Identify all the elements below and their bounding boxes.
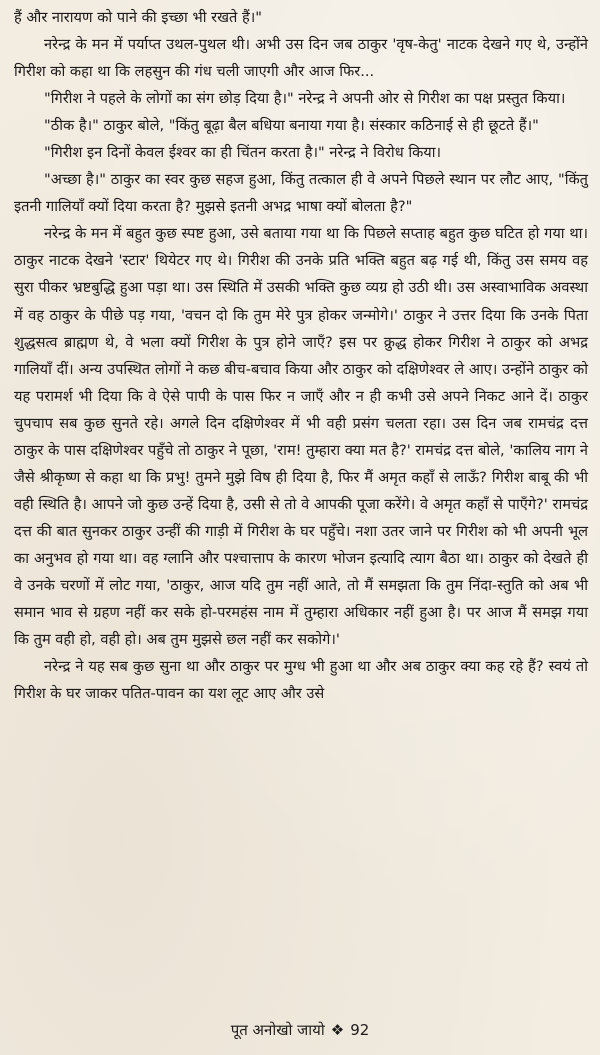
paragraph-7: नरेन्द्र के मन में बहुत कुछ स्पष्ट हुआ, उसे बताया गया था कि पिछले सप्ताह बहुत कुछ घटित हो गया था। ठाकुर नाटक देखने 'स्टार' थियेटर गए थे। गिरीश की उनके प्रति भक्ति बहुत बढ़ गई थी, किंतु उस समय वह सुरा पीकर भ्रष्टबुद्धि हुआ पड़ा था। उस स्थिति में उसकी भक्ति कुछ व्यग्र हो उठी थी। उस अस्वाभाविक अवस्था में वह ठाकुर के पीछे पड़ गया, 'वचन दो कि तुम मेरे पुत्र होकर जन्मोगे।' ठाकुर ने उत्तर दिया कि उनके पिता शुद्धसत्व ब्राह्मण थे, वे भला क्यों गिरीश के पुत्र होने जाएँ? इस पर क्रुद्ध होकर गिरीश ने ठाकुर को अभद्र गालियाँ दीं। अन्य उपस्थित लोगों ने कछ बीच-बचाव किया और ठाकुर को दक्षिणेश्वर ले आए। उन्होंने ठाकुर को यह परामर्श भी दिया कि वे ऐसे पापी के पास फिर न जाएँ और न ही कभी उसे अपने निकट आने दें। ठाकुर चुपचाप सब कुछ सुनते रहे। अगले दिन दक्षिणेश्वर में भी वही प्रसंग चलता रहा। उस दिन जब रामचंद्र दत्त ठाकुर के पास दक्षिणेश्वर पहुँचे तो ठाकुर ने पूछा, 'राम! तुम्हारा क्या मत है?' रामचंद्र दत्त बोले, 'कालिय नाग ने जैसे श्रीकृष्ण से कहा था कि प्रभु! तुमने मुझे विष ही दिया है, फिर मैं अमृत कहाँ से लाऊँ? गिरीश बाबू की भी वही स्थिति है। आपने जो कुछ उन्हें दिया है, उसी से तो वे आपकी पूजा करेंगे। वे अमृत कहाँ से पाएँगे?' रामचंद्र दत्त की बात सुनकर ठाकुर उन्हीं की गाड़ी में गिरीश के घर पहुँचे। नशा उतर जाने पर गिरीश को भी अपनी भूल का अनुभव हो गया था। वह ग्लानि और पश्चात्ताप के कारण भोजन इत्यादि त्याग बैठा था। ठाकुर को देखते ही वे उनके चरणों में लोट गया, 'ठाकुर, आज यदि तुम नहीं आते, तो मैं समझता कि तुम निंदा-स्तुति को अब भी समान भाव से ग्रहण नहीं कर सके हो-परमहंस नाम में तुम्हारा अधिकार नहीं हुआ है। पर आज मैं समझ गया कि तुम वही हो, वही हो। अब तुम मुझसे छल नहीं कर सकोगे।' [14, 225, 588, 649]
paragraph-5: "गिरीश इन दिनों केवल ईश्वर का ही चिंतन करता है।" नरेन्द्र ने विरोध किया। [44, 144, 442, 162]
paragraph-3: "गिरीश ने पहले के लोगों का संग छोड़ दिया है।" नरेन्द्र ने अपनी ओर से गिरीश का पक्ष प्रस्तुत किया। [44, 90, 566, 108]
paragraph-2: नरेन्द्र के मन में पर्याप्त उथल-पुथल थी। अभी उस दिन जब ठाकुर 'वृष-केतु' नाटक देखने गए थे, उन्होंने गिरीश को कहा था कि लहसुन की गंध चली जाएगी और आज फिर... [14, 36, 588, 81]
page-footer [0, 1020, 600, 1040]
body-text [14, 4, 588, 707]
paragraph-1: हैं और नारायण को पाने की इच्छा भी रखते हैं।" [14, 9, 262, 26]
page-number: 92 [350, 1021, 370, 1039]
paragraph-4: "ठीक है।" ठाकुर बोले, "किंतु बूढ़ा बैल बधिया बनाया गया है। संस्कार कठिनाई से ही छूटते हैं।" [44, 117, 539, 135]
paragraph-6: "अच्छा है।" ठाकुर का स्वर कुछ सहज हुआ, किंतु तत्काल ही वे अपने पिछले स्थान पर लौट आए, "किंतु इतनी गालियाँ क्यों दिया करता है? मुझसे इतनी अभद्र भाषा क्यों बोलता है?" [14, 171, 588, 216]
book-title: पूत अनोखो जायो [230, 1021, 325, 1039]
ornament-separator-icon: ❖ [330, 1021, 345, 1039]
paragraph-8: नरेन्द्र ने यह सब कुछ सुना था और ठाकुर पर मुग्ध भी हुआ था और अब ठाकुर क्या कह रहे हैं? स्वयं तो गिरीश के घर जाकर पतित-पावन का यश लूट आए और उसे [14, 658, 589, 703]
